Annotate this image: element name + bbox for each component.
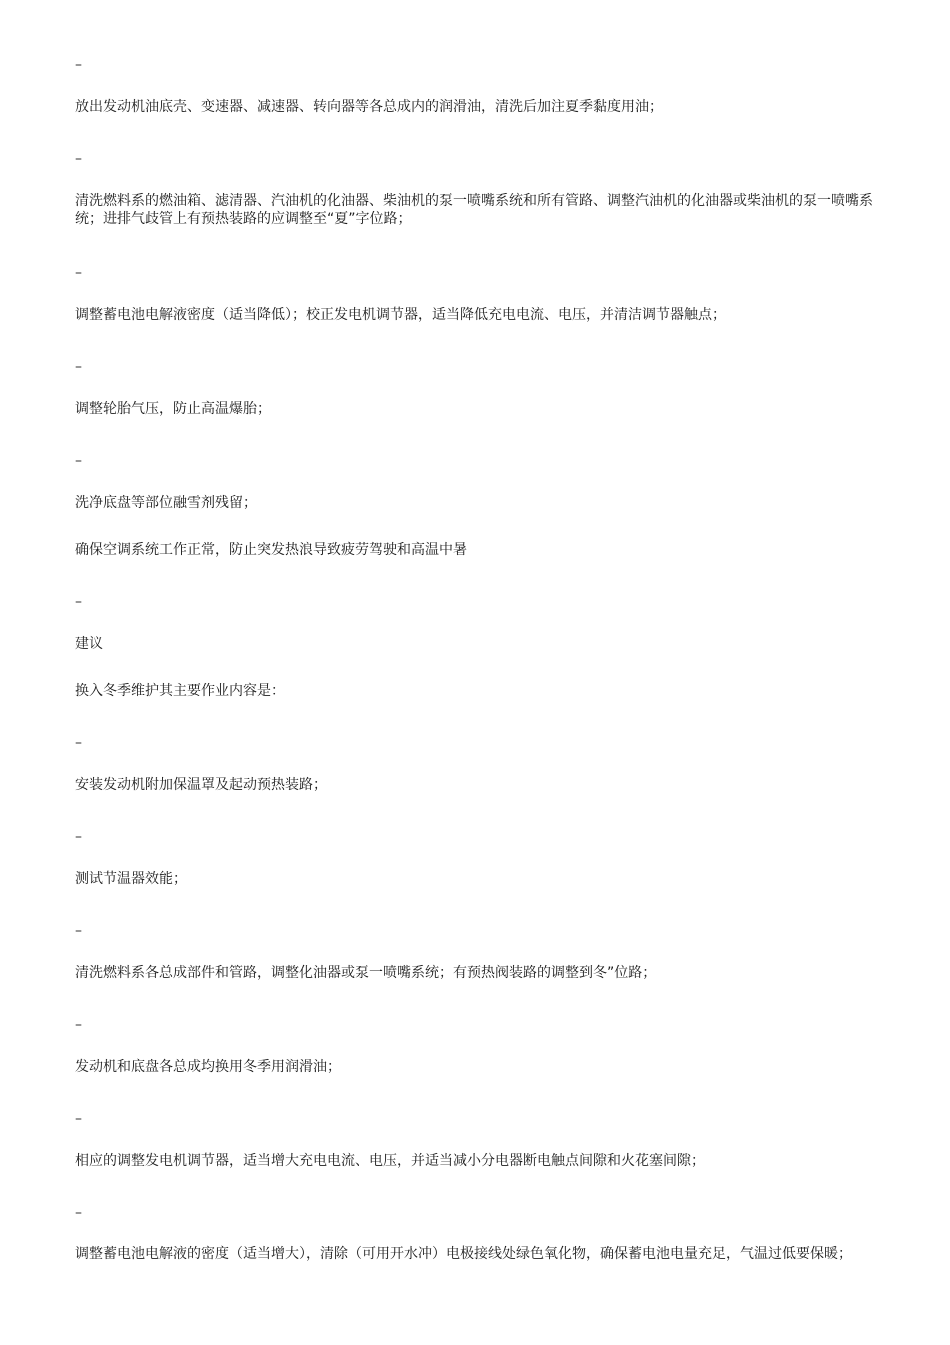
summer-item-3: 调整蓄电池电解液密度（适当降低）；校正发电机调节器，适当降低充电电流、电压，并清洁调节器触点； <box>75 307 726 323</box>
winter-item-1: 安装发动机附加保温罩及起动预热装路； <box>75 777 327 793</box>
suggestion-heading: 建议 <box>75 636 103 652</box>
list-dash: – <box>75 359 82 375</box>
winter-item-6: 调整蓄电池电解液的密度（适当增大），清除（可用开水冲）电极接线处绿色氧化物，确保蓄电池电量充足，气温过低要保暖； <box>75 1246 852 1262</box>
list-dash: – <box>75 453 82 469</box>
winter-item-4: 发动机和底盘各总成均换用冬季用润滑油； <box>75 1059 341 1075</box>
list-dash: – <box>75 594 82 610</box>
list-dash: – <box>75 829 82 845</box>
list-dash: – <box>75 1205 82 1221</box>
winter-item-3: 清洗燃料系各总成部件和管路，调整化油器或泵一喷嘴系统；有预热阀装路的调整到冬”位路； <box>75 965 657 981</box>
summer-item-2: 清洗燃料系的燃油箱、滤清器、汽油机的化油器、柴油机的泵一喷嘴系统和所有管路、调整汽油机的化油器或柴油机的泵一喷嘴系统；进排气歧管上有预热装路的应调整至“夏”字位路； <box>75 193 873 227</box>
list-dash: – <box>75 1111 82 1127</box>
summer-item-4: 调整轮胎气压，防止高温爆胎； <box>75 401 271 417</box>
list-dash: – <box>75 735 82 751</box>
winter-intro: 换入冬季维护其主要作业内容是： <box>75 683 285 699</box>
list-dash: – <box>75 923 82 939</box>
winter-item-2: 测试节温器效能； <box>75 871 187 887</box>
list-dash: – <box>75 57 82 73</box>
winter-item-5: 相应的调整发电机调节器，适当增大充电电流、电压，并适当减小分电器断电触点间隙和火花塞间隙； <box>75 1153 705 1169</box>
list-dash: – <box>75 1017 82 1033</box>
list-dash: – <box>75 151 82 167</box>
summer-item-1: 放出发动机油底壳、变速器、减速器、转向器等各总成内的润滑油，清洗后加注夏季黏度用油； <box>75 99 663 115</box>
summer-item-6: 确保空调系统工作正常，防止突发热浪导致疲劳驾驶和高温中暑 <box>75 542 467 558</box>
list-dash: – <box>75 265 82 281</box>
summer-item-5: 洗净底盘等部位融雪剂残留； <box>75 495 257 511</box>
